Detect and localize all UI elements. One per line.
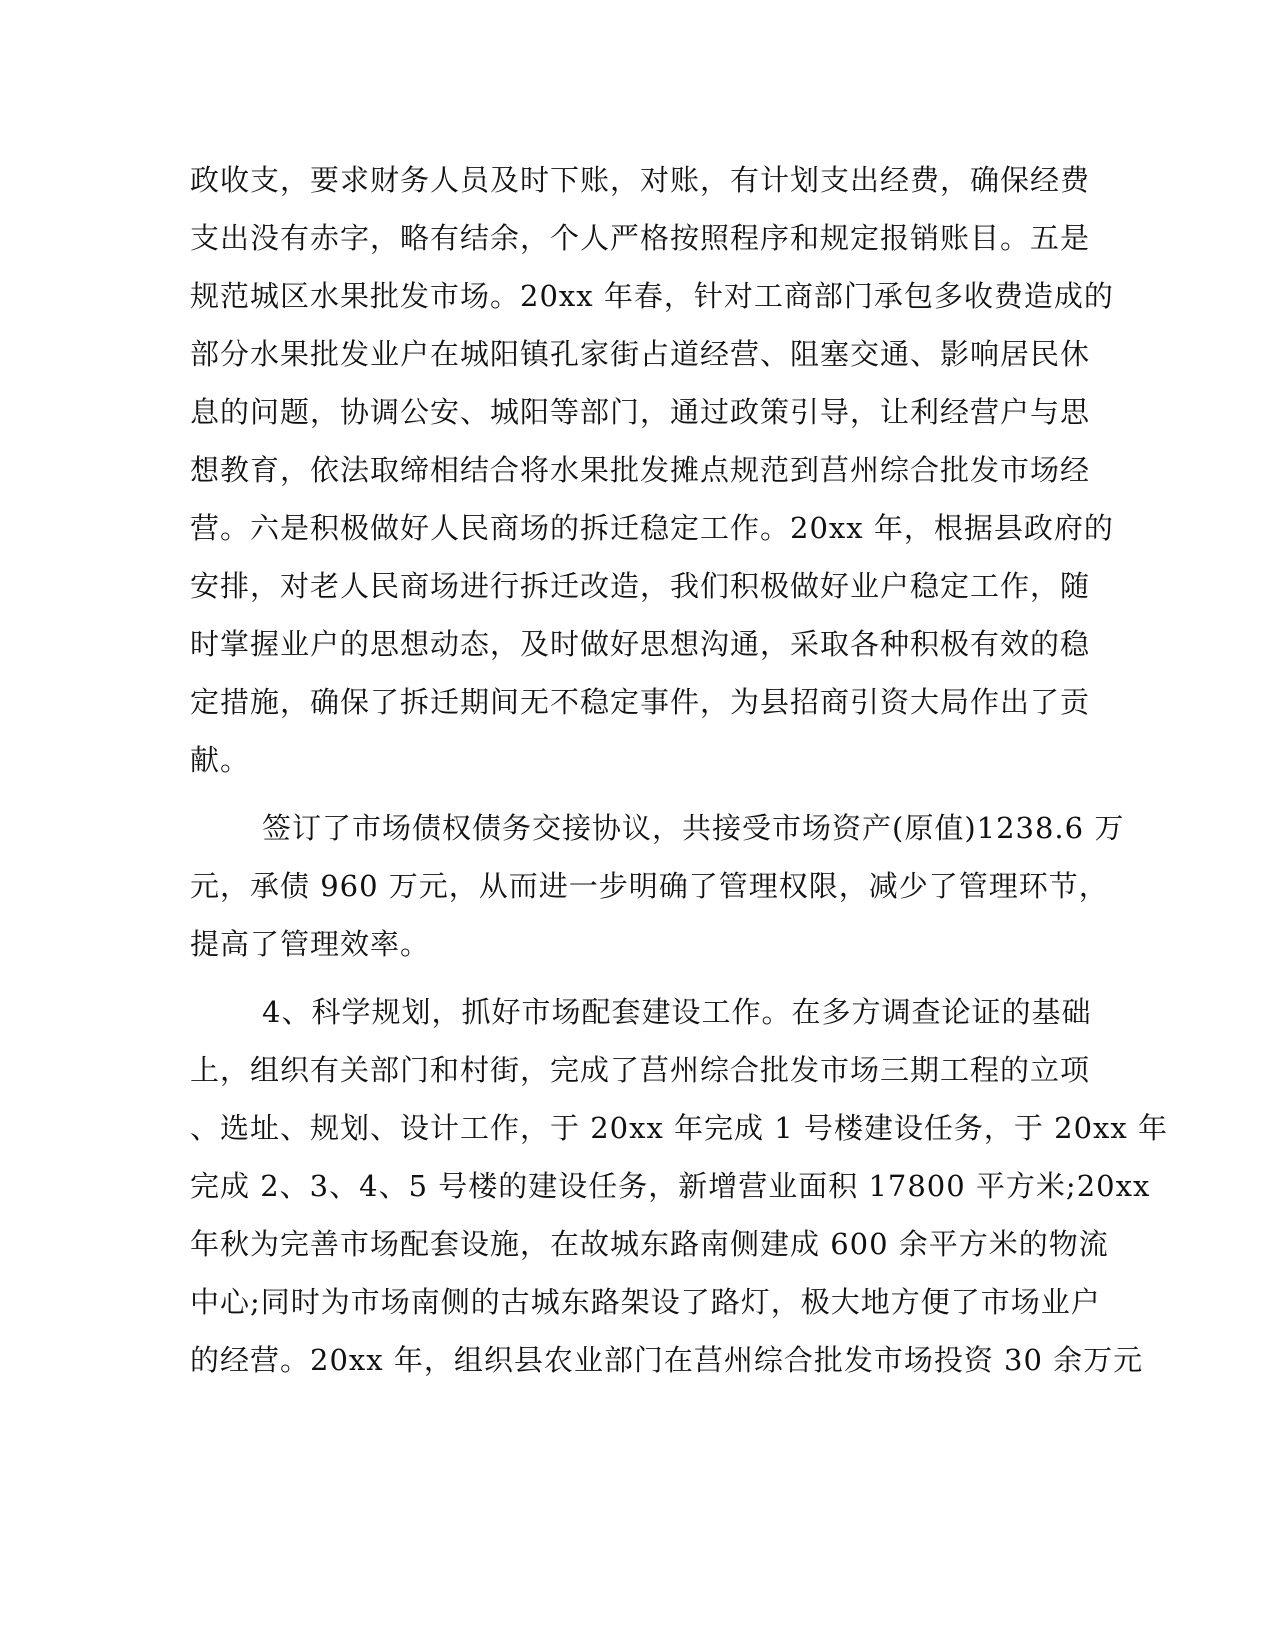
paragraph-2-line-3: 提高了管理效率。 [190, 927, 431, 961]
paragraph-1-line-3: 规范城区水果批发市场。20xx 年春，针对工商部门承包多收费造成的 [190, 279, 1114, 313]
paragraph-1-line-4: 部分水果批发业户在城阳镇孔家街占道经营、阻塞交通、影响居民休 [190, 337, 1091, 371]
paragraph-1-line-5: 息的问题，协调公安、城阳等部门，通过政策引导，让利经营户与思 [190, 395, 1091, 429]
paragraph-3-line-7: 的经营。20xx 年，组织县农业部门在莒州综合批发市场投资 30 余万元 [190, 1343, 1144, 1377]
paragraph-1-line-6: 想教育，依法取缔相结合将水果批发摊点规范到莒州综合批发市场经 [190, 453, 1091, 487]
paragraph-3-line-6: 中心;同时为市场南侧的古城东路架设了路灯，极大地方便了市场业户 [190, 1285, 1101, 1319]
paragraph-1-line-2: 支出没有赤字，略有结余，个人严格按照程序和规定报销账目。五是 [190, 221, 1091, 255]
paragraph-1-line-1: 政收支，要求财务人员及时下账，对账，有计划支出经费，确保经费 [190, 163, 1091, 197]
paragraph-1-line-11: 献。 [190, 743, 251, 777]
paragraph-3-line-5: 年秋为完善市场配套设施，在故城东路南侧建成 600 余平方米的物流 [190, 1227, 1109, 1261]
paragraph-2-line-2: 元，承债 960 万元，从而进一步明确了管理权限，减少了管理环节， [190, 869, 1109, 903]
paragraph-3-line-4: 完成 2、3、4、5 号楼的建设任务，新增营业面积 17800 平方米;20xx [190, 1169, 1151, 1203]
paragraph-3-line-2: 上，组织有关部门和村街，完成了莒州综合批发市场三期工程的立项 [190, 1053, 1091, 1087]
paragraph-3-line-3: 、选址、规划、设计工作，于 20xx 年完成 1 号楼建设任务，于 20xx 年 [190, 1111, 1168, 1145]
paragraph-1-line-9: 时掌握业户的思想动态，及时做好思想沟通，采取各种积极有效的稳 [190, 627, 1091, 661]
paragraph-3-line-1: 4、科学规划，抓好市场配套建设工作。在多方调查论证的基础 [262, 995, 1092, 1029]
paragraph-1-line-7: 营。六是积极做好人民商场的拆迁稳定工作。20xx 年，根据县政府的 [190, 511, 1114, 545]
paragraph-1-line-10: 定措施，确保了拆迁期间无不稳定事件，为县招商引资大局作出了贡 [190, 685, 1091, 719]
paragraph-2-line-1: 签订了市场债权债务交接协议，共接受市场资产(原值)1238.6 万 [262, 811, 1125, 845]
paragraph-1-line-8: 安排，对老人民商场进行拆迁改造，我们积极做好业户稳定工作，随 [190, 569, 1091, 603]
